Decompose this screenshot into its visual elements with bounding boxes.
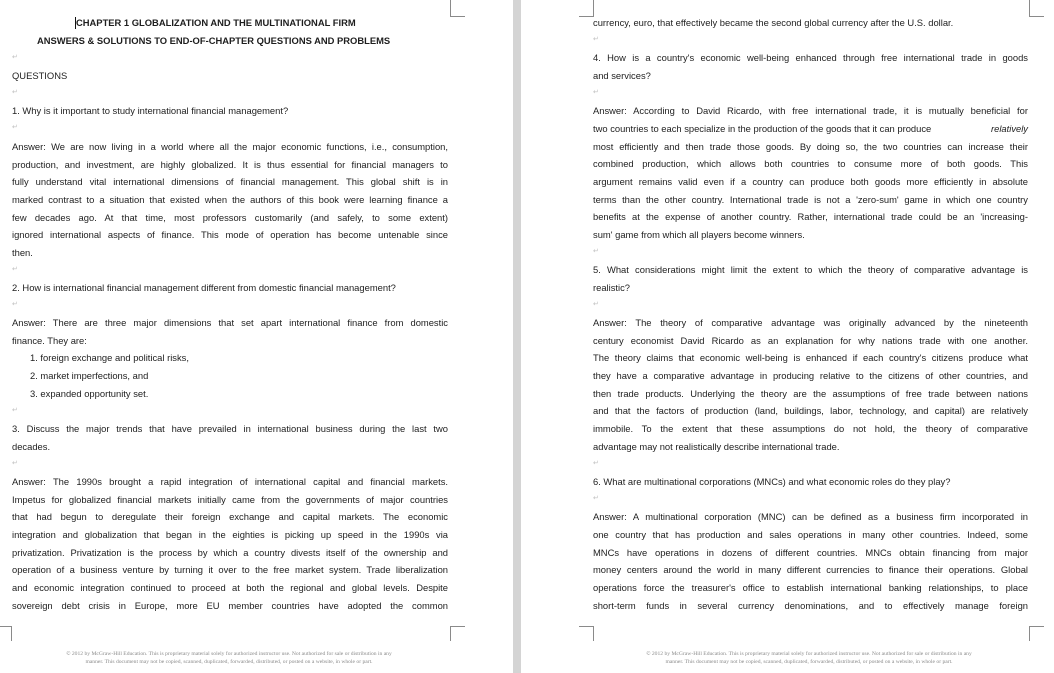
answer-1-line: then. — [12, 247, 33, 258]
answer-5-line: Answer: The theory of comparative advantage was originally advanced by the nineteenth — [593, 317, 1028, 328]
answer-4-line: combined production, which allows both countries to consume more of both goods. This — [593, 158, 1028, 169]
crop-mark-bottom-left — [579, 626, 594, 641]
answer-1-line: Answer: We are now living in a world where all the major economic functions, i.e., consumption, — [12, 141, 448, 152]
answer-3-line: integration and globalization that began in the eighties is picking up speed in the 1990s via — [12, 529, 448, 540]
footer-line: © 2012 by McGraw-Hill Education. This is proprietary material solely for authorized instructor use. Not authorized for sale or distribution in any — [66, 651, 392, 657]
answer-1-line: fully understand vital international dimensions of financial management. This global shift is in — [12, 176, 448, 187]
answer-4-line: Answer: According to David Ricardo, with free international trade, it is mutually beneficial for — [593, 105, 1028, 116]
answer-4-line: terms than the other country. International trade is not a 'zero-sum' game in which one country — [593, 194, 1028, 205]
answer-6-line: short-term funds in several currency denominations, and to effectively manage foreign — [593, 600, 1028, 611]
document-page-right[interactable] — [521, 0, 1054, 673]
question-4-line: and services? — [593, 70, 651, 81]
answer-1-line: ignored international aspects of finance. This mode of operation has become untenable since — [12, 229, 448, 240]
answer-4-line — [593, 122, 1028, 136]
answer-6-line: operations force the treasurer's office to establish international banking relationships, to place — [593, 582, 1028, 593]
answer-3-line: Impetus for globalized financial markets initially came from the governments of major countries — [12, 494, 448, 505]
answer-3-line: that had begun to deregulate their foreign exchange and capital markets. The economic — [12, 511, 448, 522]
paragraph-mark: ↵ — [12, 124, 18, 131]
crop-mark-top-right — [1029, 0, 1044, 17]
answer-5-line: they have a comparative advantage in producing relative to the citizens of other countries, and — [593, 370, 1028, 381]
answer-1-line: marked contrast to a situation that existed when the authors of this book were learning finance a — [12, 194, 448, 205]
paragraph-mark: ↵ — [593, 248, 599, 255]
question-2: 2. How is international financial management different from domestic financial management? — [12, 282, 396, 293]
answer-4-line: sum' game from which all players become winners. — [593, 229, 805, 240]
question-5-line: 5. What considerations might limit the extent to which the theory of comparative advantage is — [593, 264, 1028, 275]
crop-mark-bottom-right — [450, 626, 465, 641]
footer-line: manner. This document may not be copied, scanned, duplicated, forwarded, distributed, or posted on a website, in whole or part. — [85, 659, 373, 665]
crop-mark-top-right — [450, 0, 465, 17]
paragraph-mark: ↵ — [12, 301, 18, 308]
answer-6-line: one country that has production and sales operations in many other countries. Indeed, some — [593, 529, 1028, 540]
answer-3-line: operation of a business venture by turning it over to the free market system. Trade liberalization — [12, 564, 448, 575]
question-3-line: decades. — [12, 441, 51, 452]
answer-1-line: production, and investment, are highly globalized. It is thus essential for financial managers to — [12, 159, 448, 170]
question-5-line: realistic? — [593, 282, 630, 293]
paragraph-mark: ↵ — [12, 407, 18, 414]
footer-line: manner. This document may not be copied, scanned, duplicated, forwarded, distributed, or posted on a website, in whole or part. — [665, 659, 953, 665]
paragraph-mark: ↵ — [12, 54, 18, 61]
answer-6-line: money centers around the world in many different currencies to finance their operations. Global — [593, 564, 1028, 575]
paragraph-mark: ↵ — [12, 460, 18, 467]
answer-5-line: then trade products. Underlying the theory are the assumptions of free trade between nations — [593, 388, 1028, 399]
answer-1-line: few decades ago. At that time, most professors customarily (and safely, to some extent) — [12, 212, 448, 223]
answer-6-line: MNCs have operations in dozens of different countries. MNCs obtain financing from major — [593, 547, 1028, 558]
question-1: 1. Why is it important to study international financial management? — [12, 105, 289, 116]
answer-4-line: most efficiently and then trade those goods. By doing so, the two countries can increase their — [593, 141, 1028, 152]
answer-3-line: sovereign debt crisis in Europe, more EU member countries have adopted the common — [12, 600, 448, 611]
crop-mark-bottom-left — [0, 626, 12, 641]
paragraph-mark: ↵ — [593, 301, 599, 308]
answer-5-line: immobile. To the extent that these assumptions do not hold, the theory of comparative — [593, 423, 1028, 434]
crop-mark-bottom-right — [1029, 626, 1044, 641]
answer-5-line: and that the factors of production (land, buildings, labor, technology, and capital) are relatively — [593, 405, 1028, 416]
answer-4-text: two countries to each specialize in the production of the goods that it can produce — [593, 123, 932, 134]
chapter-heading: CHAPTER 1 GLOBALIZATION AND THE MULTINATIONAL FIRM — [76, 17, 356, 28]
answer-4-line: argument remains valid even if a country can produce both goods more efficiently in absolute — [593, 176, 1028, 187]
answer-2-line: finance. They are: — [12, 335, 87, 346]
crop-mark-top-left — [579, 0, 594, 17]
answer-2-list-item: 1. foreign exchange and political risks, — [30, 352, 189, 363]
answer-4-emphasis: relatively — [991, 123, 1028, 134]
paragraph-mark: ↵ — [593, 460, 599, 467]
answer-5-line: century economist David Ricardo as an explanation for why nations trade with one another. — [593, 335, 1028, 346]
subheading: ANSWERS & SOLUTIONS TO END-OF-CHAPTER QUESTIONS AND PROBLEMS — [37, 35, 391, 46]
answer-2-list-item: 3. expanded opportunity set. — [30, 388, 149, 399]
paragraph-mark: ↵ — [12, 89, 18, 96]
continuation-line: currency, euro, that effectively became the second global currency after the U.S. dollar. — [593, 17, 954, 28]
document-page-left[interactable] — [0, 0, 513, 673]
paragraph-mark: ↵ — [593, 89, 599, 96]
page-gutter — [513, 0, 521, 673]
paragraph-mark: ↵ — [12, 266, 18, 273]
paragraph-mark: ↵ — [593, 495, 599, 502]
answer-3-line: Answer: The 1990s brought a rapid integration of international capital and financial markets. — [12, 476, 448, 487]
answer-3-line: privatization. Privatization is the process by which a country divests itself of the ownership and — [12, 547, 448, 558]
answer-2-line: Answer: There are three major dimensions that set apart international finance from domestic — [12, 317, 448, 328]
answer-2-list-item: 2. market imperfections, and — [30, 370, 149, 381]
answer-5-line: The theory claims that economic well-being is enhanced if each country's citizens produce what — [593, 352, 1028, 363]
question-3-line: 3. Discuss the major trends that have prevailed in international business during the last two — [12, 423, 448, 434]
answer-3-line: and economic integration continued to proceed at both the regional and global levels. Despite — [12, 582, 448, 593]
footer-line: © 2012 by McGraw-Hill Education. This is proprietary material solely for authorized instructor use. Not authorized for sale or distribution in any — [646, 651, 972, 657]
answer-6-line: Answer: A multinational corporation (MNC) can be defined as a business firm incorporated in — [593, 511, 1028, 522]
answer-5-line: advantage may not realistically describe international trade. — [593, 441, 840, 452]
question-4-line: 4. How is a country's economic well-being enhanced through free international trade in goods — [593, 52, 1028, 63]
answer-4-line: benefits at the expense of another country. Rather, international trade could be an 'increasing- — [593, 211, 1028, 222]
section-label: QUESTIONS — [12, 70, 68, 81]
paragraph-mark: ↵ — [593, 36, 599, 43]
question-6: 6. What are multinational corporations (MNCs) and what economic roles do they play? — [593, 476, 951, 487]
